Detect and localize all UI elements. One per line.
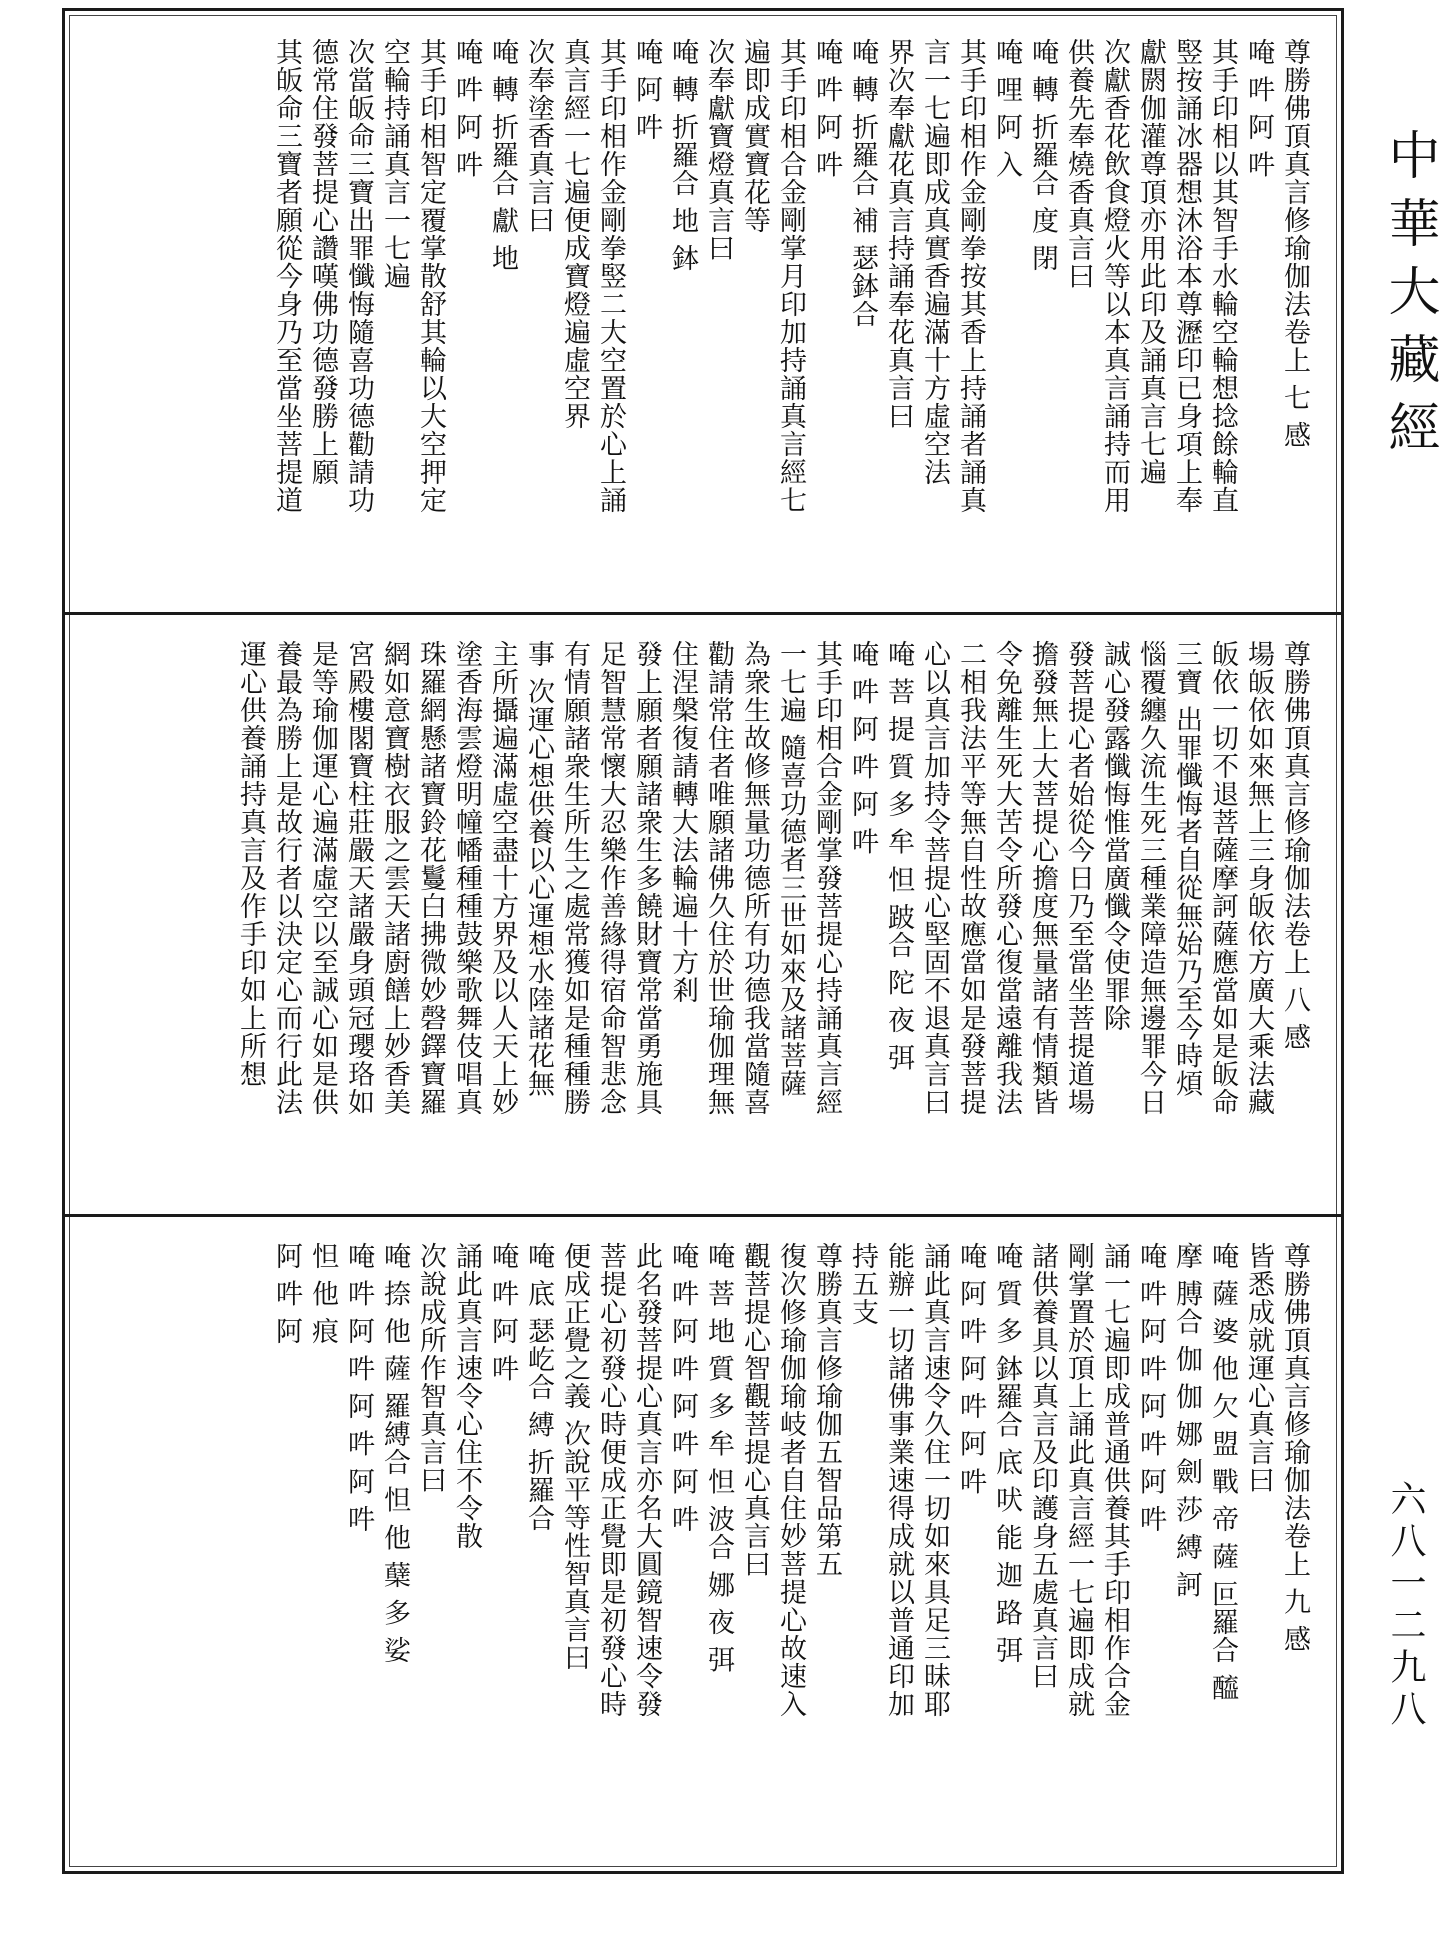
text-column: 誦此真言速令心住不令散	[451, 1242, 482, 1550]
text-column: 事 次運心想供養以心運想水陸諸花無	[523, 640, 554, 1098]
collection-title: 中華大藏經	[1379, 128, 1439, 468]
text-column: 唵 吽 阿 吽 阿 吽	[847, 640, 878, 856]
text-column: 發上願者願諸衆生多饒財寶常當勇施具	[631, 640, 662, 1116]
text-column: 唵 薩 婆 他 欠 盟 戰 帝 薩 叵羅合 醯	[1207, 1242, 1238, 1702]
text-column: 阿 吽 阿	[271, 1242, 302, 1346]
text-column: 心以真言加持令菩提心堅固不退真言曰	[919, 640, 950, 1116]
text-column: 是等瑜伽運心遍滿虛空以至誠心如是供	[307, 640, 338, 1116]
text-column: 唵 吽 阿 吽	[451, 38, 482, 179]
text-column: 竪按誦冰器想沐浴本尊瀝印已身項上奉	[1171, 38, 1202, 514]
text-columns	[268, 1242, 1312, 1832]
text-column: 場皈依如來無上三身皈依方廣大乘法藏	[1243, 640, 1274, 1116]
text-columns	[268, 38, 1312, 578]
text-column: 尊勝佛頂真言修瑜伽法卷上 七 感	[1279, 38, 1310, 450]
text-column: 有情願諸衆生所生之處常獲如是種種勝	[559, 640, 590, 1116]
text-column: 住涅槃復請轉大法輪遍十方剎	[667, 640, 698, 1004]
text-column: 唵 轉 折羅合 度 閉	[1027, 38, 1058, 273]
text-column: 其手印相作金剛拳竪二大空置於心上誦	[595, 38, 626, 514]
text-column: 唵 吽 阿 吽	[811, 38, 842, 179]
text-column: 觀菩提心智觀菩提心真言曰	[739, 1242, 770, 1578]
text-column: 其皈命三寶者願從今身乃至當坐菩提道	[271, 38, 302, 514]
text-column: 擔發無上大菩提心擔度無量諸有情類皆	[1027, 640, 1058, 1116]
text-column: 次奉獻寶燈真言曰	[703, 38, 734, 262]
text-column: 唵 阿 吽 阿 吽 阿 吽	[955, 1242, 986, 1496]
text-column: 主所攝遍滿虛空盡十方界及以人天上妙	[487, 640, 518, 1116]
text-column: 摩 膊合 伽 伽 娜 劍 莎 縛 訶	[1171, 1242, 1202, 1599]
text-column: 此名發菩提心真言亦名大圓鏡智速令發	[631, 1242, 662, 1718]
text-column: 次奉塗香真言曰	[523, 38, 554, 234]
text-column: 剛掌置於頂上誦此真言經一七遍即成就	[1063, 1242, 1094, 1718]
text-column: 誠心發露懺悔惟當廣懺令使罪除	[1099, 640, 1130, 1032]
text-column: 為衆生故修無量功德所有功德我當隨喜	[739, 640, 770, 1116]
text-column: 塗香海雲燈明幢幡種種鼓樂歌舞伎唱真	[451, 640, 482, 1116]
text-column: 足智慧常懷大忍樂作善緣得宿命智悲念	[595, 640, 626, 1116]
text-column: 怛 他 痕	[307, 1242, 338, 1346]
text-column: 養最為勝上是故行者以決定心而行此法	[271, 640, 302, 1116]
text-column: 唵 菩 地 質 多 牟 怛 波合 娜 夜 弭	[703, 1242, 734, 1674]
text-column: 其手印相合金剛掌月印加持誦真言經七	[775, 38, 806, 514]
text-column: 次說成所作智真言曰	[415, 1242, 446, 1494]
text-column: 皈依一切不退菩薩摩訶薩應當如是皈命	[1207, 640, 1238, 1116]
text-column: 勸請常住者唯願諸佛久住於世瑜伽理無	[703, 640, 734, 1116]
text-column: 網如意寶樹衣服之雲天諸廚饍上妙香美	[379, 640, 410, 1116]
text-column: 次獻香花飲食燈火等以本真言誦持而用	[1099, 38, 1130, 514]
text-column: 諸供養具以真言及印護身五處真言曰	[1027, 1242, 1058, 1690]
text-column: 唵 底 瑟屹合 縛 折羅合	[523, 1242, 554, 1533]
scripture-panel-1	[70, 14, 1336, 614]
text-column: 真言經一七遍便成寶燈遍虛空界	[559, 38, 590, 430]
text-column: 德常住發菩提心讚嘆佛功德發勝上願	[307, 38, 338, 486]
text-column: 供養先奉燒香真言曰	[1063, 38, 1094, 290]
text-column: 皆悉成就運心真言曰	[1243, 1242, 1274, 1494]
text-column: 運心供養誦持真言及作手印如上所想	[235, 640, 266, 1088]
text-column: 誦一七遍即成普通供養其手印相作合金	[1099, 1242, 1130, 1718]
text-column: 唵 吽 阿 吽	[487, 1242, 518, 1383]
text-column: 界次奉獻花真言持誦奉花真言曰	[883, 38, 914, 430]
text-column: 能辦一切諸佛事業速得成就以普通印加	[883, 1242, 914, 1718]
text-column: 其手印相作金剛拳按其香上持誦者誦真	[955, 38, 986, 514]
text-column: 惱覆纏久流生死三種業障造無邊罪今日	[1135, 640, 1166, 1116]
text-column: 尊勝真言修瑜伽五智品第五	[811, 1242, 842, 1578]
scripture-panel-3	[70, 1218, 1336, 1868]
text-column: 唵 哩 阿 入	[991, 38, 1022, 179]
text-column: 唵 吽 阿 吽 阿 吽 阿 吽	[343, 1242, 374, 1534]
text-column: 次當皈命三寶出罪懺悔隨喜功德勸請功	[343, 38, 374, 514]
text-column: 二相我法平等無自性故應當如是發菩提	[955, 640, 986, 1116]
text-column: 空輪持誦真言一七遍	[379, 38, 410, 290]
text-column: 唵 轉 折羅合 地 鉢	[667, 38, 698, 273]
text-column: 便成正覺之義 次說平等性智真言曰	[559, 1242, 590, 1672]
text-column: 宮殿樓閣寶柱莊嚴天諸嚴身頭冠瓔珞如	[343, 640, 374, 1116]
text-column: 誦此真言速令久住一切如來具足三昧耶	[919, 1242, 950, 1718]
text-column: 獻閼伽灌尊頂亦用此印及誦真言七遍	[1135, 38, 1166, 486]
text-column: 尊勝佛頂真言修瑜伽法卷上 八 感	[1279, 640, 1310, 1052]
text-column: 菩提心初發心時便成正覺即是初發心時	[595, 1242, 626, 1718]
scripture-panel-2	[70, 616, 1336, 1216]
text-column: 唵 捺 他 薩 羅縛合 怛 他 蘖 多 娑	[379, 1242, 410, 1665]
text-column: 令免離生死大苦令所發心復當遠離我法	[991, 640, 1022, 1116]
text-column: 唵 吽 阿 吽	[1243, 38, 1274, 179]
text-column: 唵 轉 折羅合 獻 地	[487, 38, 518, 273]
text-column: 唵 吽 阿 吽 阿 吽 阿 吽	[667, 1242, 698, 1534]
text-column: 其手印相智定覆掌散舒其輪以大空押定	[415, 38, 446, 514]
text-column: 珠羅網懸諸寶鈴花鬘白拂微妙磬鐸寶羅	[415, 640, 446, 1116]
text-column: 尊勝佛頂真言修瑜伽法卷上 九 感	[1279, 1242, 1310, 1654]
text-column: 發菩提心者始從今日乃至當坐菩提道場	[1063, 640, 1094, 1116]
page-number: 六八一二九八	[1385, 1480, 1426, 1732]
text-column: 唵 質 多 鉢羅合 底 吠 能 迦 路 弭	[991, 1242, 1022, 1665]
text-column: 唵 吽 阿 吽 阿 吽 阿 吽	[1135, 1242, 1166, 1534]
text-column: 言一七遍即成真實香遍滿十方虛空法	[919, 38, 950, 486]
text-column: 唵 阿 吽	[631, 38, 662, 142]
text-column: 唵 菩 提 質 多 牟 怛 跛合 陀 夜 弭	[883, 640, 914, 1072]
text-column: 復次修瑜伽瑜岐者自住妙菩提心故速入	[775, 1242, 806, 1718]
text-column: 其手印相以其智手水輪空輪想捻餘輪直	[1207, 38, 1238, 514]
text-column: 持五支	[847, 1242, 878, 1326]
text-column: 三寶 出罪懺悔者自從無始乃至今時煩	[1171, 640, 1202, 1098]
text-columns	[232, 640, 1312, 1180]
text-column: 其手印相合金剛掌發菩提心持誦真言經	[811, 640, 842, 1116]
text-column: 一七遍 隨喜功德者三世如來及諸菩薩	[775, 640, 806, 1098]
text-column: 遍即成實寶花等	[739, 38, 770, 234]
text-column: 唵 轉 折羅合 補 瑟鉢合	[847, 38, 878, 329]
